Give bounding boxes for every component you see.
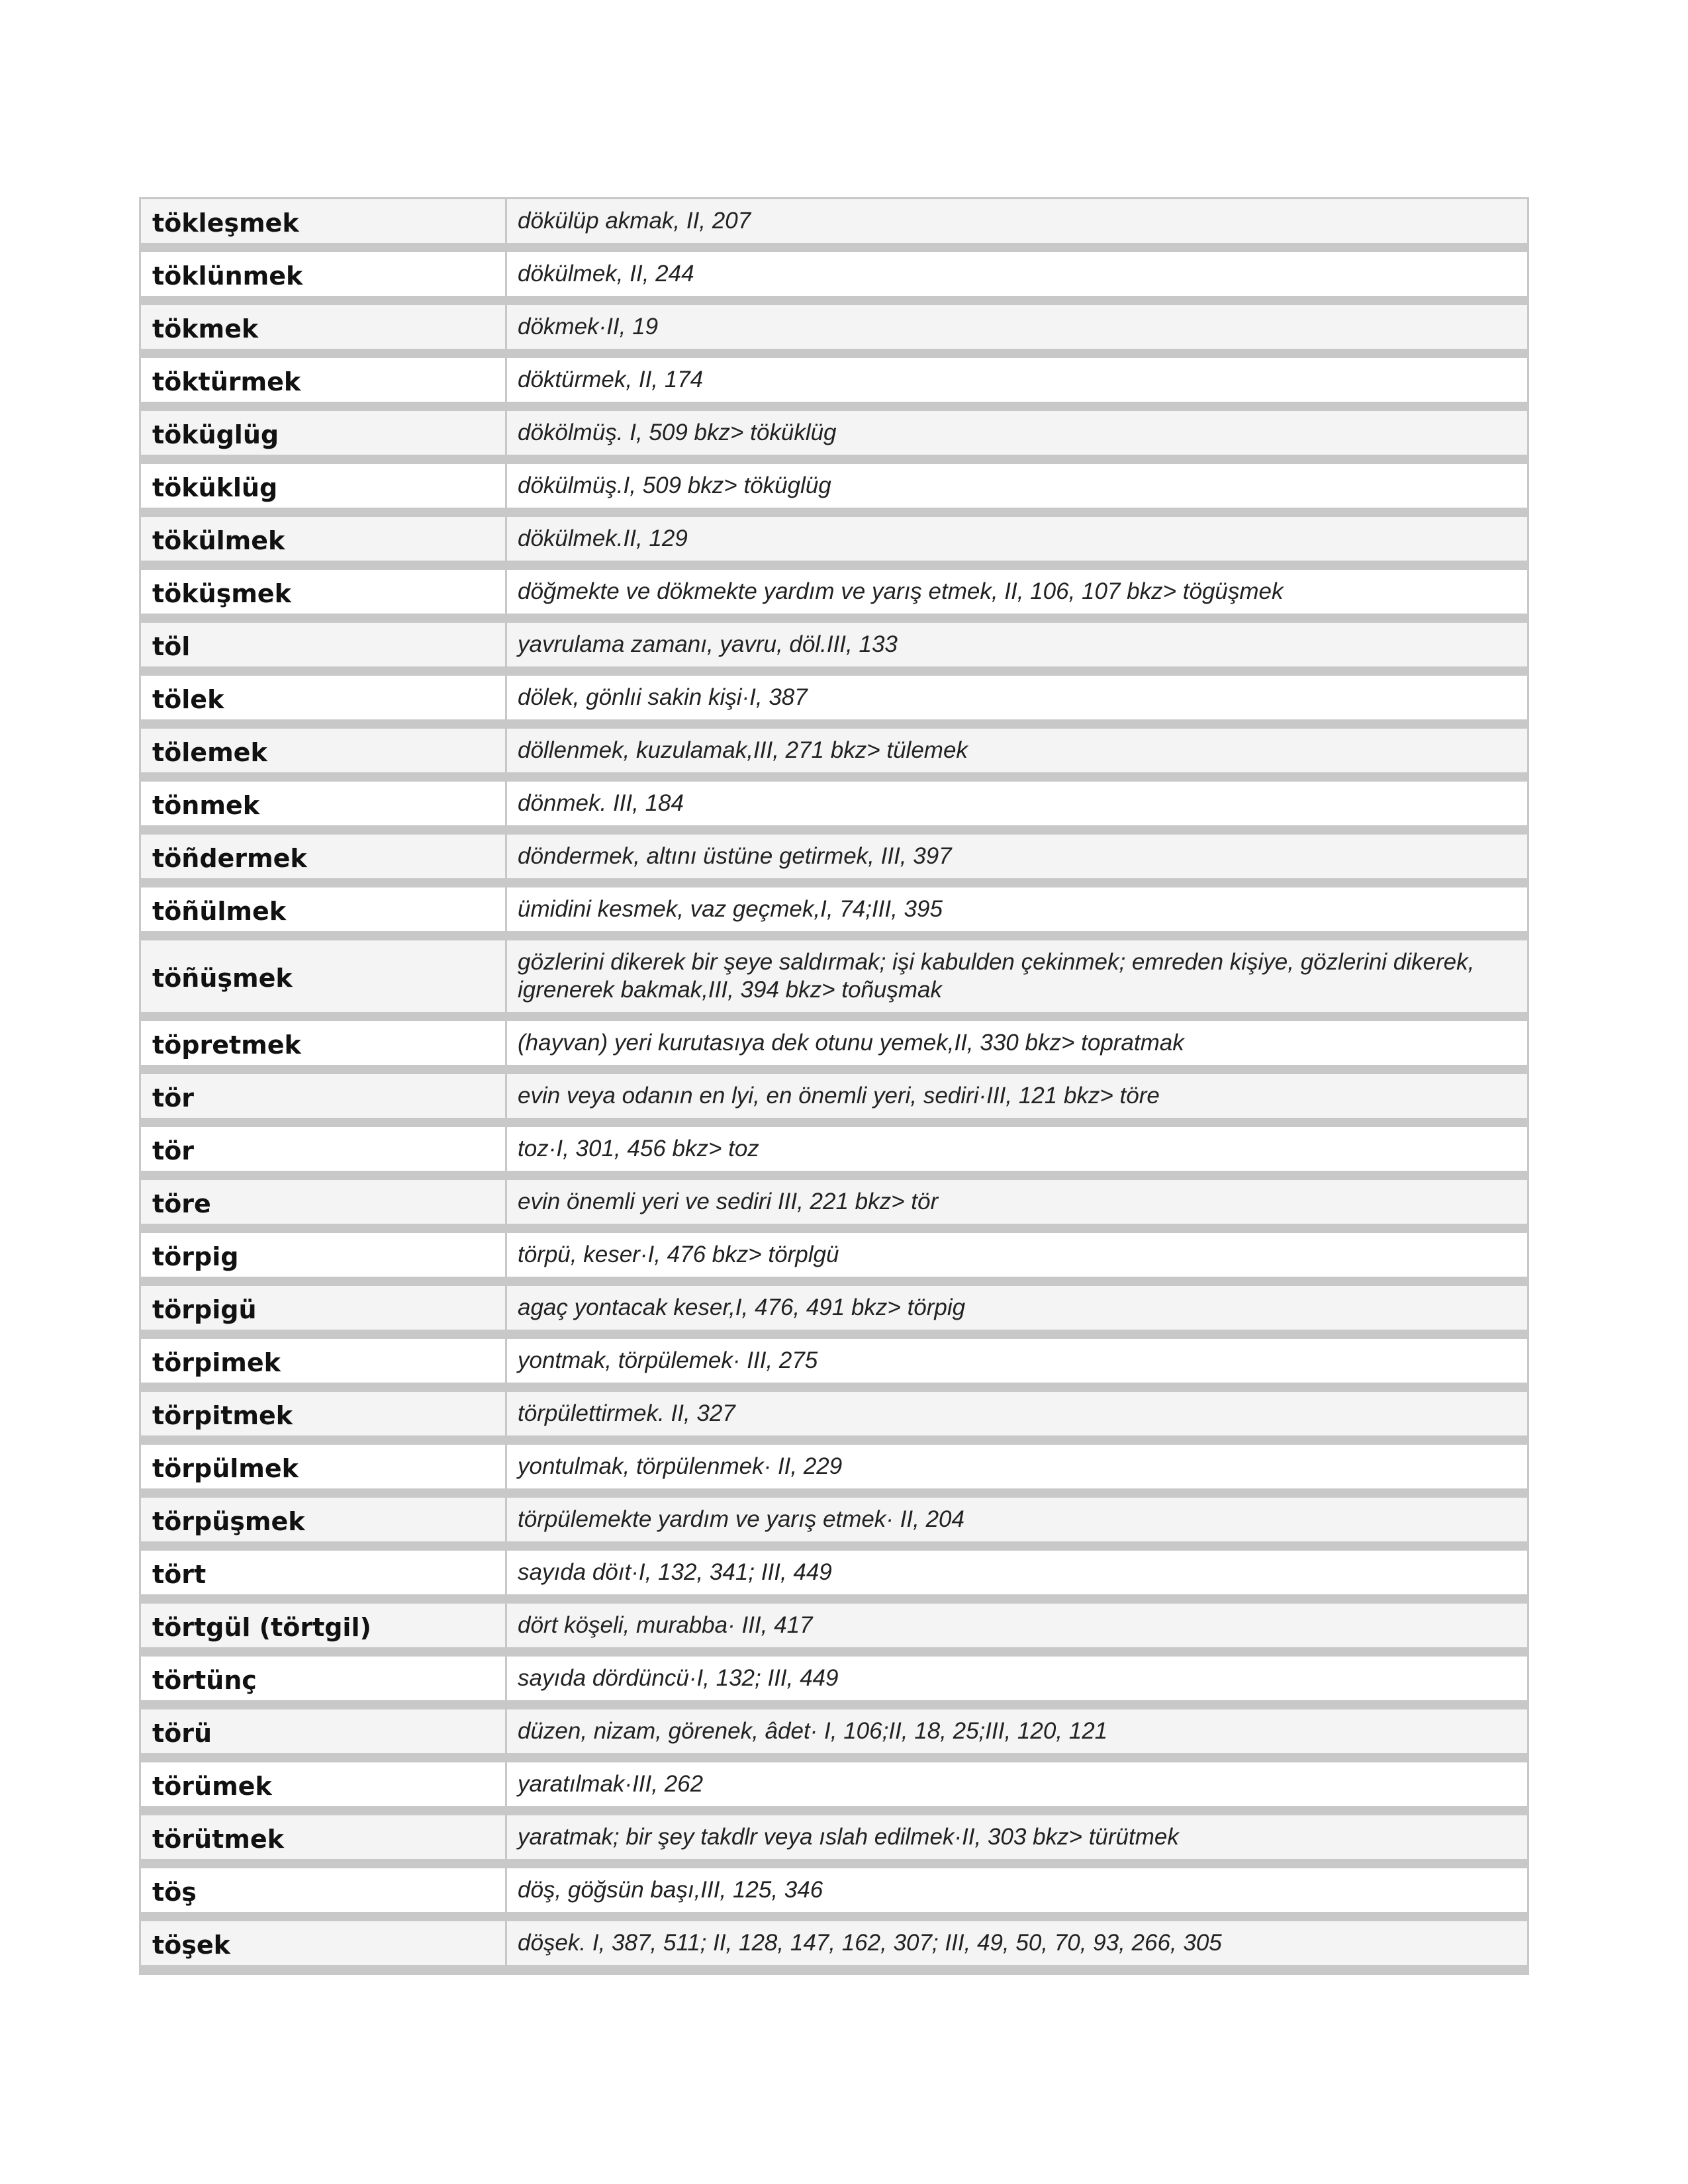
entry-definition: agaç yontacak keser,I, 476, 491 bkz> törpig: [507, 1286, 1527, 1330]
entry-term: törpülmek: [141, 1445, 507, 1488]
entry-definition: törpü, keser·I, 476 bkz> törplgü: [507, 1233, 1527, 1277]
table-row: [141, 517, 1527, 561]
table-row: [141, 199, 1527, 243]
table-row: [141, 940, 1527, 1012]
entry-term: töl: [141, 623, 507, 666]
table-row: [141, 1921, 1527, 1965]
entry-term: törpigü: [141, 1286, 507, 1330]
entry-term: törpitmek: [141, 1392, 507, 1435]
entry-definition: döş, göğsün başı,III, 125, 346: [507, 1868, 1527, 1912]
entry-term: töktürmek: [141, 358, 507, 402]
entry-term: törpig: [141, 1233, 507, 1277]
table-row: [141, 1180, 1527, 1224]
entry-definition: dört köşeli, murabba· III, 417: [507, 1604, 1527, 1647]
entry-term: tökleşmek: [141, 199, 507, 243]
entry-term: törtgül (törtgil): [141, 1604, 507, 1647]
entry-term: töpretmek: [141, 1021, 507, 1065]
entry-term: töş: [141, 1868, 507, 1912]
table-row: [141, 887, 1527, 931]
entry-definition: toz·I, 301, 456 bkz> toz: [507, 1127, 1527, 1171]
entry-definition: törpülettirmek. II, 327: [507, 1392, 1527, 1435]
entry-term: törümek: [141, 1762, 507, 1806]
entry-term: töküglüg: [141, 411, 507, 455]
entry-term: tökmek: [141, 305, 507, 349]
dictionary-table: [139, 197, 1529, 1975]
entry-term: tönmek: [141, 782, 507, 825]
entry-definition: törpülemekte yardım ve yarış etmek· II, 204: [507, 1498, 1527, 1541]
table-row: [141, 1021, 1527, 1065]
entry-definition: dökülmek, II, 244: [507, 252, 1527, 296]
entry-definition: döndermek, altını üstüne getirmek, III, 397: [507, 835, 1527, 878]
table-row: [141, 1286, 1527, 1330]
table-row: [141, 1657, 1527, 1700]
entry-definition: döktürmek, II, 174: [507, 358, 1527, 402]
entry-term: tökülmek: [141, 517, 507, 561]
entry-definition: dönmek. III, 184: [507, 782, 1527, 825]
entry-term: töñüşmek: [141, 940, 507, 1012]
table-row: [141, 1551, 1527, 1594]
table-row: [141, 676, 1527, 719]
entry-term: tölemek: [141, 729, 507, 772]
entry-definition: dölek, gönlıi sakin kişi·I, 387: [507, 676, 1527, 719]
entry-term: törütmek: [141, 1815, 507, 1859]
entry-term: tört: [141, 1551, 507, 1594]
entry-term: tör: [141, 1127, 507, 1171]
table-row: [141, 1339, 1527, 1383]
entry-term: tör: [141, 1074, 507, 1118]
entry-definition: dökülmek.II, 129: [507, 517, 1527, 561]
table-row: [141, 1445, 1527, 1488]
table-row: [141, 1815, 1527, 1859]
entry-definition: dökölmüş. I, 509 bkz> töküklüg: [507, 411, 1527, 455]
entry-definition: döğmekte ve dökmekte yardım ve yarış etmek, II, 106, 107 bkz> tögüşmek: [507, 570, 1527, 614]
table-row: [141, 623, 1527, 666]
table-row: [141, 1762, 1527, 1806]
entry-definition: yavrulama zamanı, yavru, döl.III, 133: [507, 623, 1527, 666]
entry-term: töküklüg: [141, 464, 507, 508]
table-row: [141, 464, 1527, 508]
entry-term: töñdermek: [141, 835, 507, 878]
entry-definition: döşek. I, 387, 511; II, 128, 147, 162, 307; III, 49, 50, 70, 93, 266, 305: [507, 1921, 1527, 1965]
entry-definition: evin veya odanın en lyi, en önemli yeri, sediri·III, 121 bkz> töre: [507, 1074, 1527, 1118]
entry-term: töşek: [141, 1921, 507, 1965]
table-row: [141, 305, 1527, 349]
entry-term: törpüşmek: [141, 1498, 507, 1541]
entry-definition: yontmak, törpülemek· III, 275: [507, 1339, 1527, 1383]
entry-definition: dökülmüş.I, 509 bkz> töküglüg: [507, 464, 1527, 508]
table-row: [141, 570, 1527, 614]
table-row: [141, 1233, 1527, 1277]
entry-term: töñülmek: [141, 887, 507, 931]
entry-definition: sayıda döıt·I, 132, 341; III, 449: [507, 1551, 1527, 1594]
entry-definition: gözlerini dikerek bir şeye saldırmak; işi kabulden çekinmek; emreden kişiye, gözlerini dikerek, igrenerek bakmak,III, 394 bkz> toñuşmak: [507, 940, 1527, 1012]
entry-term: törü: [141, 1709, 507, 1753]
entry-term: töküşmek: [141, 570, 507, 614]
table-row: [141, 1709, 1527, 1753]
entry-term: törtünç: [141, 1657, 507, 1700]
table-row: [141, 835, 1527, 878]
entry-definition: yaratmak; bir şey takdlr veya ıslah edilmek·II, 303 bkz> türütmek: [507, 1815, 1527, 1859]
table-row: [141, 358, 1527, 402]
table-row: [141, 1392, 1527, 1435]
entry-term: törpimek: [141, 1339, 507, 1383]
table-row: [141, 1127, 1527, 1171]
entry-definition: yontulmak, törpülenmek· II, 229: [507, 1445, 1527, 1488]
entry-definition: evin önemli yeri ve sediri III, 221 bkz> tör: [507, 1180, 1527, 1224]
entry-definition: dökülüp akmak, II, 207: [507, 199, 1527, 243]
table-row: [141, 782, 1527, 825]
table-row: [141, 1498, 1527, 1541]
entry-definition: döllenmek, kuzulamak,III, 271 bkz> tülemek: [507, 729, 1527, 772]
entry-term: tölek: [141, 676, 507, 719]
table-row: [141, 252, 1527, 296]
table-row: [141, 1868, 1527, 1912]
entry-definition: düzen, nizam, görenek, âdet· I, 106;II, 18, 25;III, 120, 121: [507, 1709, 1527, 1753]
table-row: [141, 729, 1527, 772]
entry-definition: dökmek·II, 19: [507, 305, 1527, 349]
entry-definition: yaratılmak·III, 262: [507, 1762, 1527, 1806]
entry-definition: sayıda dördüncü·I, 132; III, 449: [507, 1657, 1527, 1700]
table-row: [141, 1074, 1527, 1118]
entry-term: töre: [141, 1180, 507, 1224]
entry-term: töklünmek: [141, 252, 507, 296]
table-row: [141, 1604, 1527, 1647]
entry-definition: (hayvan) yeri kurutasıya dek otunu yemek,II, 330 bkz> topratmak: [507, 1021, 1527, 1065]
entry-definition: ümidini kesmek, vaz geçmek,I, 74;III, 395: [507, 887, 1527, 931]
table-row: [141, 411, 1527, 455]
